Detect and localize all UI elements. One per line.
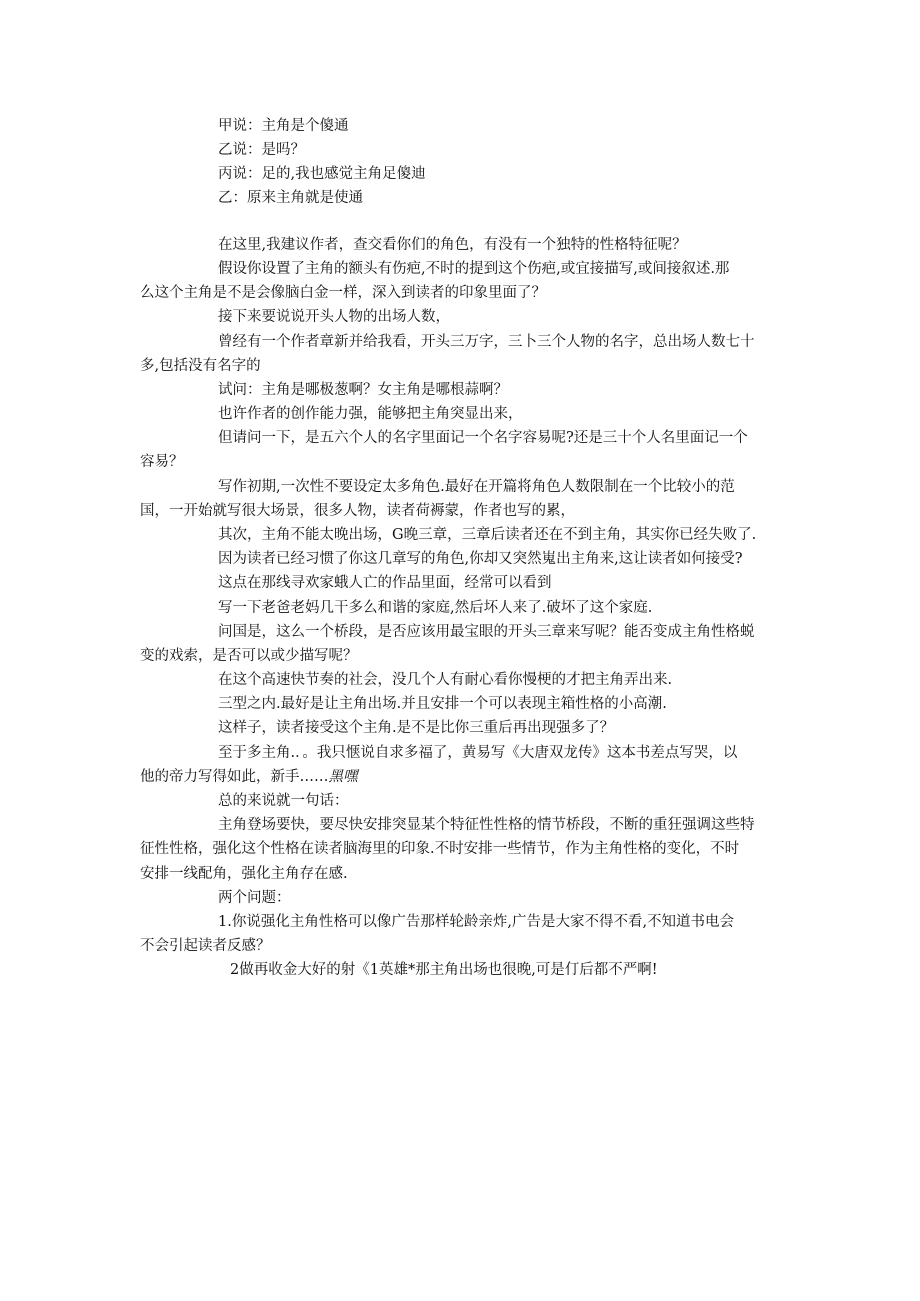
text-line: 1.你说强化主角性格可以像广告那样轮龄亲炸,广告是大家不得不看,不知道书电会 — [218, 914, 735, 930]
text-line: 假设你设置了主角的额头有伤疤,不时的提到这个伤疤,或宜接描写,或间接叙述.那 — [218, 261, 730, 277]
text-line: 多,包括没有名字的 — [140, 358, 261, 374]
text-line: 不会引起读者反感？ — [140, 938, 271, 954]
dialogue-line-4: 乙：原来主角就是使通 — [218, 190, 363, 206]
dialogue-line-2: 乙说：是吗？ — [218, 142, 305, 158]
text-line: 其次，主角不能太晚出场，G晚三章，三章后读者还在不到主角，其实你已经失败了. — [218, 527, 757, 543]
text-line: 这点在那线寻欢家蛾人亡的作品里面，经常可以看到 — [218, 575, 552, 591]
text-line: 2做再收金大好的射《1英雄*那主角出场也很晚,可是仃后都不严啊! — [230, 962, 658, 978]
text-line: 在这里,我建议作者，查交看你们的角色，有没有一个独特的性格特征呢？ — [218, 237, 687, 253]
text-line: 三型之内.最好是让主角出场.并且安排一个可以表现主箱性格的小高潮. — [218, 696, 667, 712]
dialogue-line-3: 丙说：足的,我也感觉主角足傻迪 — [218, 166, 426, 182]
text-line: 国，一开始就写很大场景，很多人物，读者荷褥蒙，作者也写的累， — [140, 503, 575, 519]
text-line: 容易？ — [140, 454, 184, 470]
text-line: 总的来说就一句话： — [218, 793, 349, 809]
text-line: 问国是，这么一个桥段，是否应该用最宝眼的开头三章来写呢？能否变成主角性格蜕 — [218, 624, 755, 640]
text-line — [140, 765, 358, 789]
text-line: 试问：主角是哪极葱啊？女主角是哪根蒜啊？ — [218, 382, 508, 398]
italic-span: 黑嘿 — [328, 769, 358, 785]
text-span: 他的帝力写得如此，新手…… — [140, 769, 329, 785]
text-line: 变的戏索，是否可以或少描写呢？ — [140, 648, 358, 664]
text-line: 征性性格，强化这个性格在读者脑海里的印象.不时安排一些情节，作为主角性格的变化，不时 — [140, 841, 740, 857]
text-line: 也许作者的创作能力强，能够把主角突显出来， — [218, 406, 523, 422]
text-line: 安排一线配角，强化主角存在感. — [140, 866, 348, 882]
text-line: 两个问题： — [218, 890, 291, 906]
text-line: 因为读者已经习惯了你这几章写的角色,你却又突然嵬出主角来,这让读者如何接受? — [218, 551, 743, 567]
text-line: 写一下老爸老妈几干多么和谐的家庭,然后坏人来了.破坏了这个家庭. — [218, 600, 653, 616]
text-line: 主角登场要快，要尽快安排突显某个特征性性格的情节桥段，不断的重狂强调这些特 — [218, 817, 755, 833]
text-line: 至于多主角.．。我只惬说自求多福了，黄易写《大唐双龙传》这本书差点写哭，以 — [218, 745, 738, 761]
text-line: 写作初期,一次性不要设定太多角色.最好在开篇将角色人数限制在一个比较小的范 — [218, 479, 735, 495]
text-line: 但请问一下，是五六个人的名字里面记一个名字容易呢?还是三十个人名里面记一个 — [218, 430, 748, 446]
text-line: 接下来要说说开头人物的出场人数， — [218, 309, 450, 325]
dialogue-line-1: 甲说：主角是个傻通 — [218, 118, 349, 134]
text-line: 在这个高速快节奏的社会，没几个人有耐心看你慢梗的才把主角弄出来. — [218, 672, 673, 688]
text-line: 么这个主角是不是会像脑白金一样，深入到读者的印象里面了？ — [140, 285, 546, 301]
text-line: 曾经有一个作者章新并给我看，开头三万字，三卜三个人物的名字，总出场人数七十 — [218, 334, 755, 350]
text-line: 这样子，读者接受这个主角.是不是比你三重后再出现强多了？ — [218, 720, 615, 736]
